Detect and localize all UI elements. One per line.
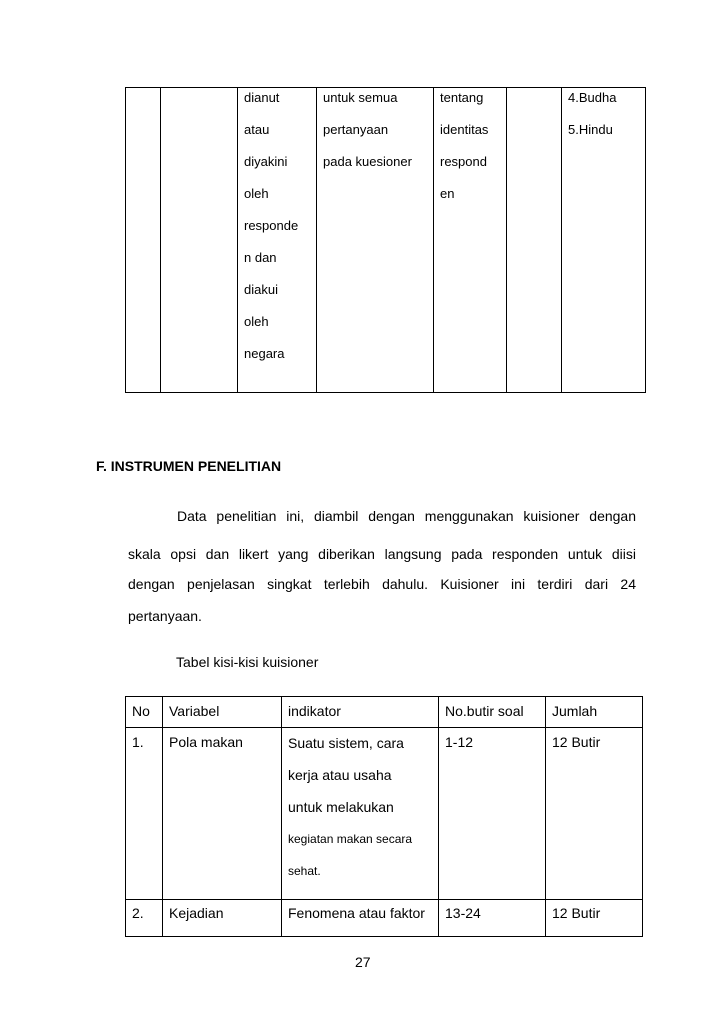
cell-line: respond: [440, 154, 487, 169]
table-cell-empty: [507, 88, 562, 393]
indikator-line: kerja atau usaha: [288, 767, 392, 783]
continued-table: [125, 87, 646, 393]
cell-line: 5.Hindu: [568, 122, 613, 137]
cell-line: pada kuesioner: [323, 154, 412, 169]
kisi-table: [125, 696, 643, 937]
indikator-line: untuk melakukan: [288, 799, 394, 815]
cell-line: responde: [244, 218, 299, 233]
cell-line: 4.Budha: [568, 90, 617, 105]
indikator-line: sehat.: [288, 864, 321, 878]
paragraph-line: pertanyaan.: [128, 608, 202, 624]
cell-line: pertanyaan: [323, 122, 389, 137]
cell-line: diakui: [244, 282, 278, 297]
cell-line: untuk semua: [323, 90, 398, 105]
cell-butir: 13-24: [439, 900, 546, 937]
header-butir: No.butir soal: [439, 697, 546, 728]
header-variabel: Variabel: [163, 697, 282, 728]
cell-line: oleh: [244, 314, 269, 329]
cell-no: 2.: [126, 900, 163, 937]
cell-line: tentang: [440, 90, 484, 105]
table-cell-definition: [238, 88, 317, 393]
table-row: [126, 900, 643, 937]
cell-indikator: Fenomena atau faktor: [282, 900, 439, 937]
cell-jumlah: 12 Butir: [546, 900, 643, 937]
header-no: No: [126, 697, 163, 728]
cell-indikator: [282, 728, 439, 900]
table-caption: Tabel kisi-kisi kuisioner: [176, 654, 319, 670]
table-header-row: [126, 697, 643, 728]
table-cell-result: [562, 88, 646, 393]
cell-line: diyakini: [244, 154, 288, 169]
cell-variabel: Kejadian: [163, 900, 282, 937]
table-cell-empty: [126, 88, 161, 393]
table-row: [126, 728, 643, 900]
cell-butir: 1-12: [439, 728, 546, 900]
indikator-line: Suatu sistem, cara: [288, 735, 404, 751]
page-number: 27: [355, 954, 371, 970]
table-cell-tool: [434, 88, 507, 393]
paragraph-line: dengan penjelasan singkat terlebih dahulu. Kuisioner ini terdiri dari 24: [128, 576, 636, 592]
table-cell-measurement: [317, 88, 434, 393]
header-jumlah: Jumlah: [546, 697, 643, 728]
cell-variabel: Pola makan: [163, 728, 282, 900]
cell-line: negara: [244, 346, 285, 361]
table-cell-empty: [161, 88, 238, 393]
cell-line: oleh: [244, 186, 269, 201]
header-indikator: indikator: [282, 697, 439, 728]
cell-line: atau: [244, 122, 270, 137]
cell-line: dianut: [244, 90, 280, 105]
section-heading: F. INSTRUMEN PENELITIAN: [96, 458, 282, 474]
cell-no: 1.: [126, 728, 163, 900]
cell-jumlah: 12 Butir: [546, 728, 643, 900]
cell-line: en: [440, 186, 455, 201]
indikator-line: kegiatan makan secara: [288, 832, 413, 846]
paragraph-line: Data penelitian ini, diambil dengan menggunakan kuisioner dengan: [177, 508, 636, 524]
cell-line: n dan: [244, 250, 277, 265]
cell-line: identitas: [440, 122, 489, 137]
paragraph-line: skala opsi dan likert yang diberikan langsung pada responden untuk diisi: [128, 546, 636, 562]
